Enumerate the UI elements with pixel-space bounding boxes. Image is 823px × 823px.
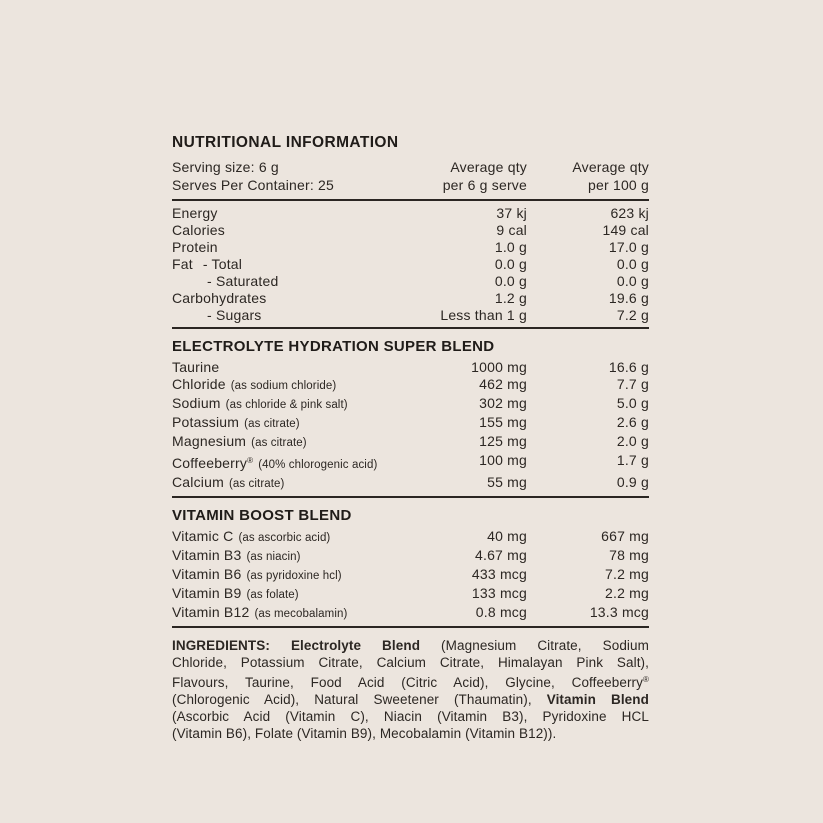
qty-per-serve: 55 mg <box>487 474 527 490</box>
nutrient-row <box>172 290 649 307</box>
registered-mark: ® <box>247 456 254 465</box>
nutrient-name: Calcium (as citrate) <box>172 474 285 490</box>
nutrient-row <box>172 585 649 604</box>
nutrient-row <box>172 452 649 474</box>
nutrient-name: Coffeeberry® (40% chlorogenic acid) <box>172 455 378 471</box>
qty-per-100g: 7.7 g <box>616 376 649 392</box>
qty-per-100g: 7.2 g <box>616 307 649 323</box>
nutrient-row <box>172 273 649 290</box>
qty-per-serve: 125 mg <box>479 433 527 449</box>
nutrient-note: (as sodium chloride) <box>230 380 337 392</box>
nutrient-row <box>172 376 649 395</box>
qty-per-100g: 667 mg <box>601 528 649 544</box>
nutrient-name: Calories <box>172 222 225 238</box>
section-heading: ELECTROLYTE HYDRATION SUPER BLEND <box>172 338 495 355</box>
serves-per-container: Serves Per Container: 25 <box>172 176 334 193</box>
qty-per-100g: 623 kj <box>610 205 649 221</box>
nutrient-name: Sodium (as chloride & pink salt) <box>172 395 348 411</box>
nutrient-row <box>172 239 649 256</box>
qty-per-100g: 5.0 g <box>616 395 649 411</box>
qty-per-serve: 1.0 g <box>494 239 527 255</box>
nutrient-name: Energy <box>172 205 218 221</box>
ingredients-line: Chloride, Potassium Citrate, Calcium Citrate, Himalayan Pink Salt), <box>172 655 649 670</box>
nutrient-row <box>172 604 649 623</box>
per-100g-header-line1: Average qty <box>572 159 649 175</box>
nutrient-row <box>172 395 649 414</box>
nutrient-subname: - Saturated <box>207 273 279 289</box>
nutrient-subname: - Total <box>202 256 243 272</box>
nutrient-note: (as chloride & pink salt) <box>225 399 348 411</box>
qty-per-serve: 100 mg <box>479 452 527 468</box>
qty-per-serve: 133 mcg <box>471 585 527 601</box>
nutrient-name: Vitamic C (as ascorbic acid) <box>172 528 331 544</box>
qty-per-100g: 1.7 g <box>616 452 649 468</box>
qty-per-serve: 40 mg <box>487 528 527 544</box>
ingredients-line: INGREDIENTS: Electrolyte Blend (Magnesium Citrate, Sodium <box>172 638 649 653</box>
nutrient-note: (40% chlorogenic acid) <box>258 459 378 471</box>
nutrition-section <box>172 329 649 498</box>
qty-per-100g: 0.9 g <box>616 474 649 490</box>
nutrient-row <box>172 222 649 239</box>
section-heading: VITAMIN BOOST BLEND <box>172 507 352 524</box>
nutrient-name: Taurine <box>172 359 220 375</box>
ingredients-line: (Vitamin B6), Folate (Vitamin B9), Mecobalamin (Vitamin B12)). <box>172 726 557 741</box>
nutrient-note: (as citrate) <box>244 418 300 430</box>
column-header-per-serve <box>407 159 527 194</box>
per-100g-header-line2: per 100 g <box>588 176 649 193</box>
qty-per-100g: 7.2 mg <box>605 566 649 582</box>
nutrient-row <box>172 547 649 566</box>
nutrient-note: (as ascorbic acid) <box>238 532 331 544</box>
qty-per-100g: 149 cal <box>602 222 649 238</box>
nutrient-row <box>172 359 649 376</box>
nutrient-note: (as pyridoxine hcl) <box>246 570 342 582</box>
nutrient-note: (as folate) <box>246 589 299 601</box>
nutrient-name: Vitamin B6 (as pyridoxine hcl) <box>172 566 342 582</box>
qty-per-serve: 0.0 g <box>494 256 527 272</box>
serving-info <box>172 159 407 194</box>
qty-per-100g: 13.3 mcg <box>589 604 649 620</box>
ingredients-line: (Chlorogenic Acid), Natural Sweetener (Thaumatin), Vitamin Blend <box>172 692 649 707</box>
nutrient-row <box>172 528 649 547</box>
ingredients-line: Flavours, Taurine, Food Acid (Citric Acid), Glycine, Coffeeberry® <box>172 675 649 690</box>
qty-per-serve: 37 kj <box>496 205 527 221</box>
column-header-per-100g <box>527 159 649 194</box>
nutrient-name: Carbohydrates <box>172 290 267 306</box>
nutrient-row <box>172 414 649 433</box>
qty-per-serve: Less than 1 g <box>440 307 527 323</box>
nutrient-name: Magnesium (as citrate) <box>172 433 307 449</box>
nutrient-name: Fat - Total <box>172 256 243 272</box>
nutrient-row <box>172 205 649 222</box>
nutrient-note: (as niacin) <box>246 551 301 563</box>
nutrient-name <box>172 273 407 290</box>
qty-per-serve: 0.8 mcg <box>475 604 527 620</box>
nutrient-name: Potassium (as citrate) <box>172 414 300 430</box>
nutrient-name: Vitamin B12 (as mecobalamin) <box>172 604 348 620</box>
ingredients-line: (Ascorbic Acid (Vitamin C), Niacin (Vitamin B3), Pyridoxine HCL <box>172 709 649 724</box>
qty-per-serve: 155 mg <box>479 414 527 430</box>
qty-per-100g: 17.0 g <box>608 239 649 255</box>
divider <box>172 626 649 628</box>
nutrient-row <box>172 474 649 493</box>
qty-per-serve: 4.67 mg <box>475 547 527 563</box>
qty-per-100g: 16.6 g <box>608 359 649 375</box>
nutrient-row <box>172 256 649 273</box>
nutrition-label <box>172 134 649 742</box>
qty-per-serve: 9 cal <box>496 222 527 238</box>
qty-per-serve: 302 mg <box>479 395 527 411</box>
nutrition-sections <box>172 201 649 628</box>
nutrition-title: NUTRITIONAL INFORMATION <box>172 134 399 151</box>
ingredients-paragraph <box>172 637 649 742</box>
qty-per-100g: 2.0 g <box>616 433 649 449</box>
qty-per-100g: 19.6 g <box>608 290 649 306</box>
per-serve-header-line2: per 6 g serve <box>442 176 527 193</box>
qty-per-100g: 0.0 g <box>616 273 649 289</box>
qty-per-serve: 462 mg <box>479 376 527 392</box>
qty-per-100g: 0.0 g <box>616 256 649 272</box>
qty-per-serve: 0.0 g <box>494 273 527 289</box>
nutrient-name: Vitamin B3 (as niacin) <box>172 547 301 563</box>
nutrient-name: Protein <box>172 239 218 255</box>
qty-per-serve: 433 mcg <box>471 566 527 582</box>
qty-per-100g: 2.6 g <box>616 414 649 430</box>
qty-per-serve: 1000 mg <box>471 359 527 375</box>
nutrition-header <box>172 159 649 194</box>
qty-per-100g: 78 mg <box>609 547 649 563</box>
nutrient-row <box>172 433 649 452</box>
serving-size: Serving size: 6 g <box>172 159 279 175</box>
qty-per-100g: 2.2 mg <box>605 585 649 601</box>
nutrition-section <box>172 201 649 329</box>
nutrition-section <box>172 498 649 628</box>
nutrient-note: (as citrate) <box>251 437 307 449</box>
nutrient-name: Vitamin B9 (as folate) <box>172 585 299 601</box>
nutrient-subname: - Sugars <box>207 307 262 323</box>
nutrient-row <box>172 566 649 585</box>
nutrient-note: (as citrate) <box>228 478 285 490</box>
per-serve-header-line1: Average qty <box>450 159 527 175</box>
nutrient-name <box>172 307 407 324</box>
nutrient-name: Chloride (as sodium chloride) <box>172 376 337 392</box>
nutrient-note: (as mecobalamin) <box>254 608 348 620</box>
qty-per-serve: 1.2 g <box>494 290 527 306</box>
nutrient-row <box>172 307 649 324</box>
